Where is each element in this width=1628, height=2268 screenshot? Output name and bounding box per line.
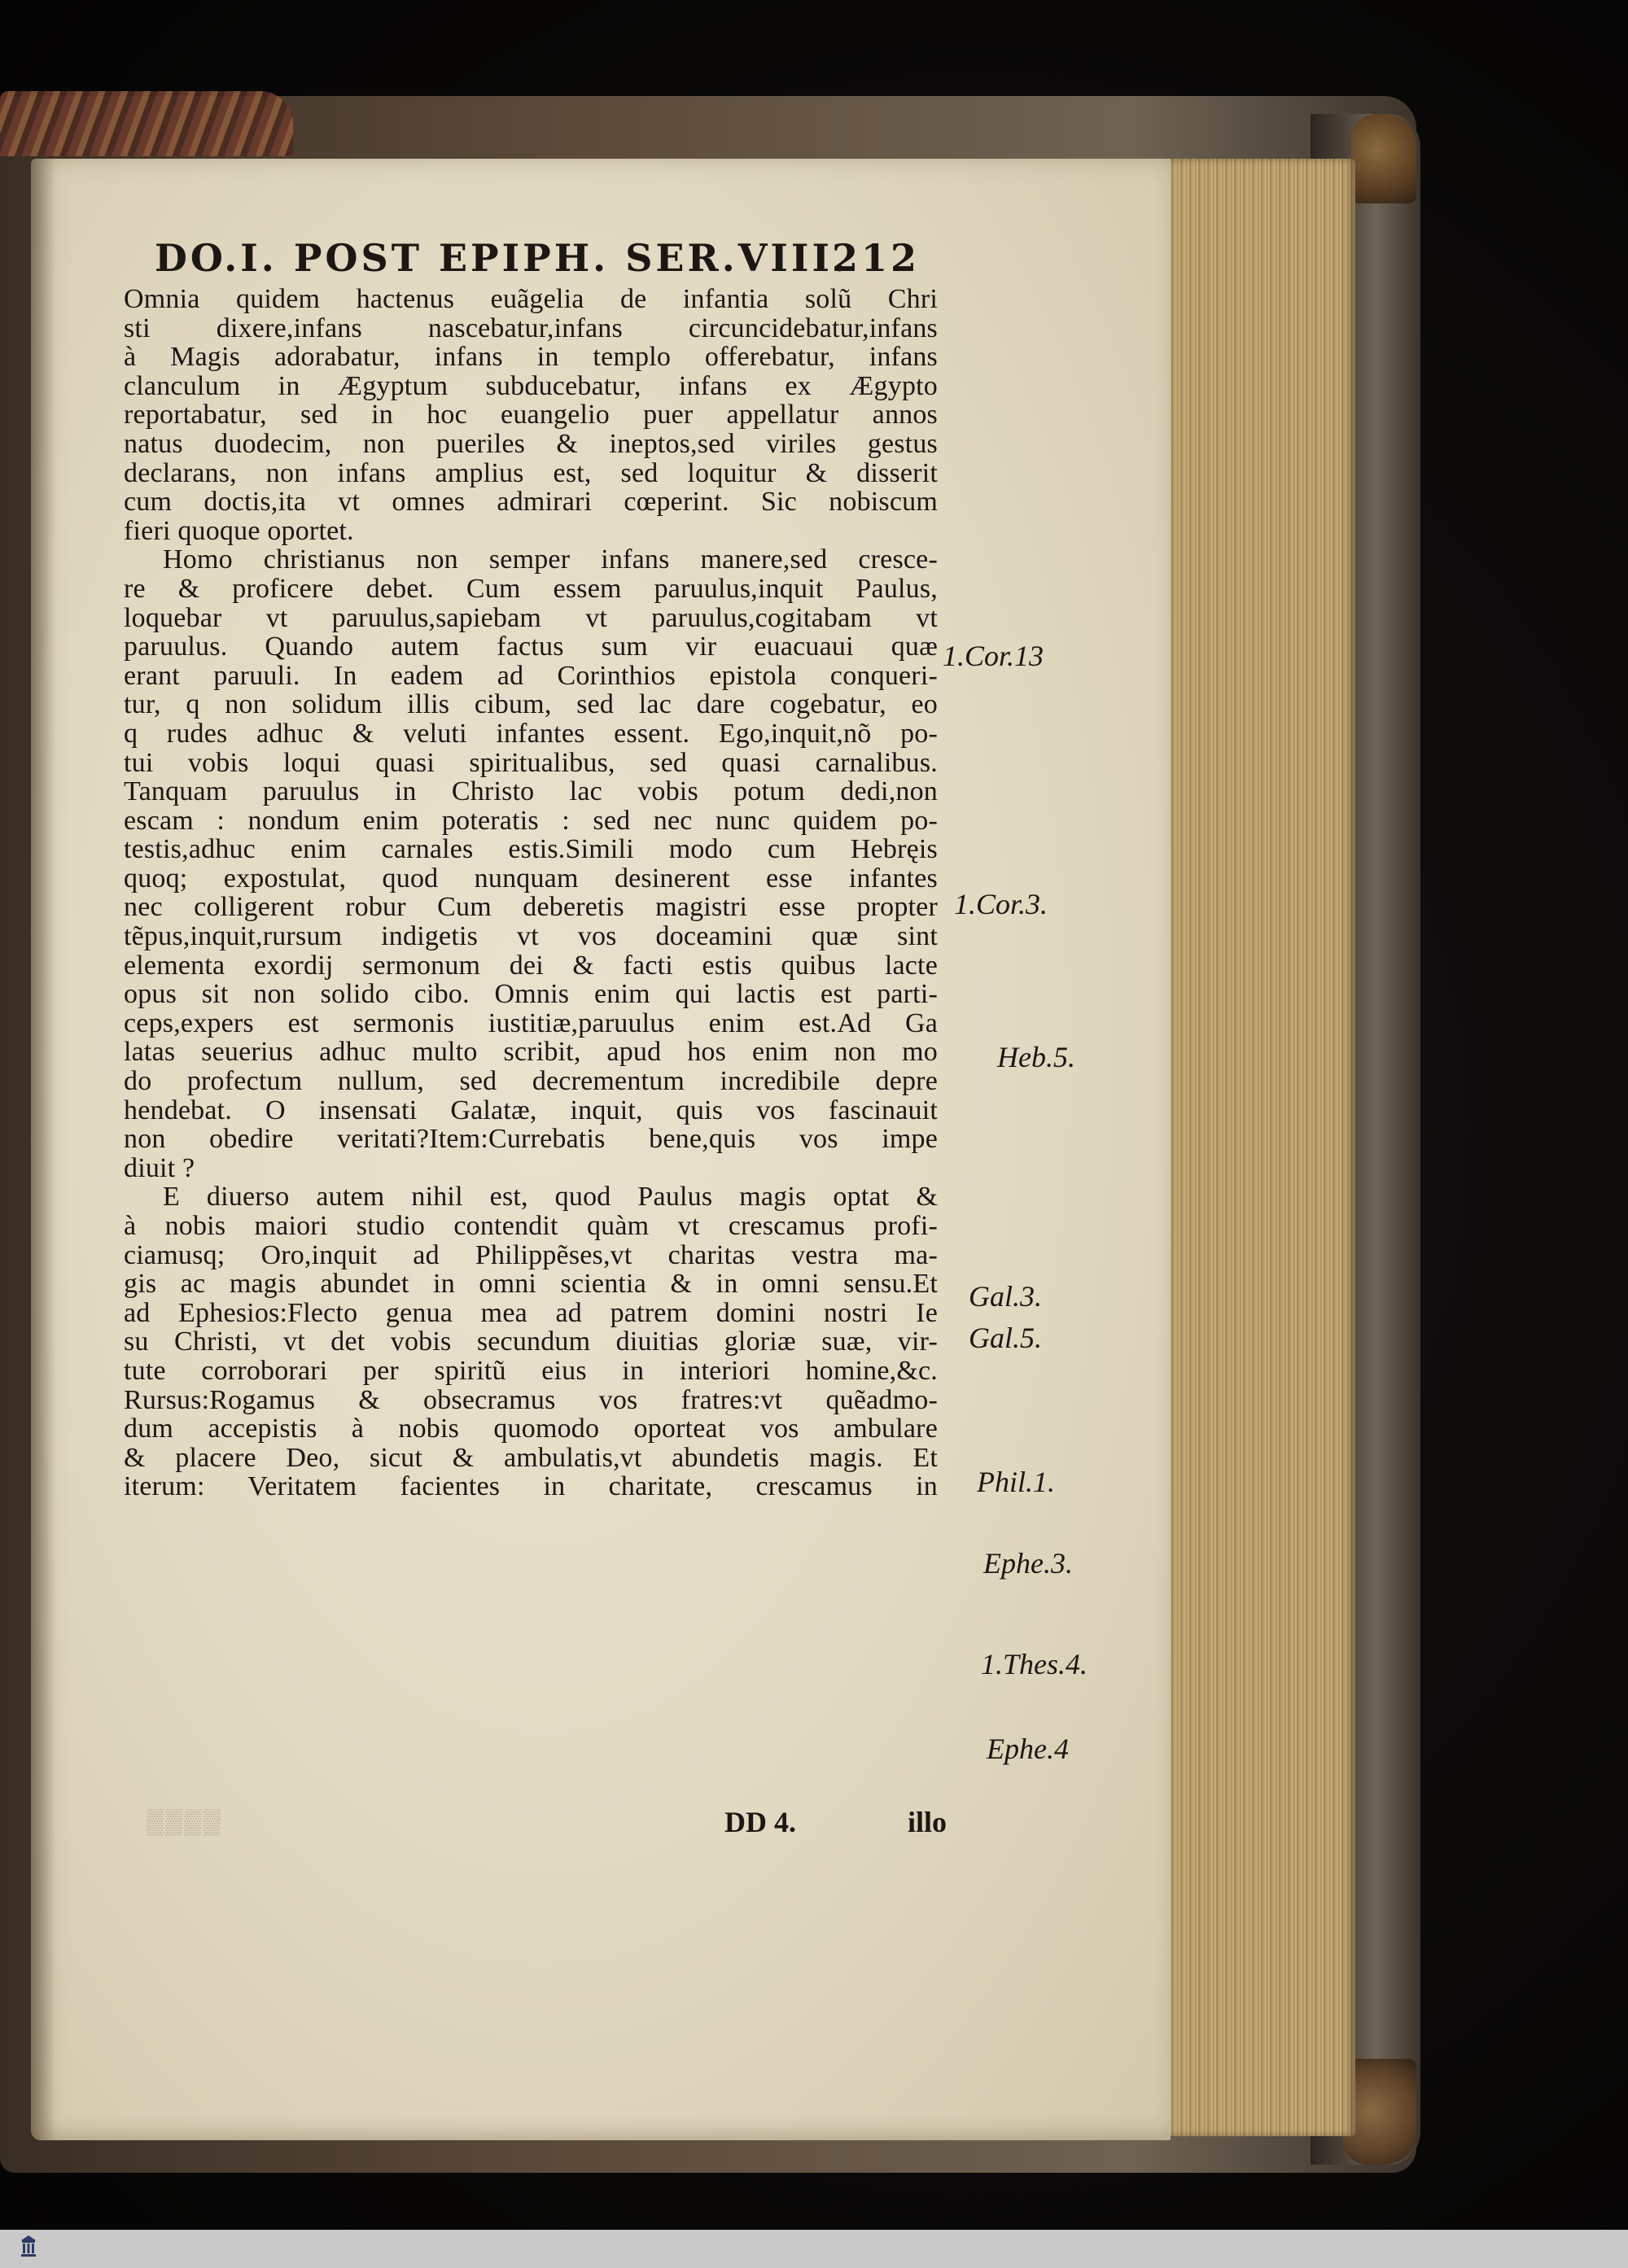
text-line: erant paruuli. In eadem ad Corinthios epistola conqueri- xyxy=(124,660,938,691)
text-line: Tanquam paruulus in Christo lac vobis potum dedi,non xyxy=(124,776,938,807)
margin-note: Phil.1. xyxy=(977,1466,1055,1498)
margin-note: Gal.3. xyxy=(969,1280,1042,1313)
text-line: opus sit non solido cibo. Omnis enim qui lactis est parti- xyxy=(124,979,938,1010)
text-line: escam : nondum enim poteratis : sed nec nunc quidem po- xyxy=(124,805,938,836)
text-line: latas seuerius adhuc multo scribit, apud hos enim non mo xyxy=(124,1037,938,1068)
text-line: natus duodecim, non pueriles & ineptos,sed viriles gestus xyxy=(124,428,938,459)
margin-note: Ephe.4 xyxy=(987,1733,1069,1765)
gutter-shadow xyxy=(31,159,55,2140)
text-line: à Magis adorabatur, infans in templo offerebatur, infans xyxy=(124,342,938,373)
text-line: declarans, non infans amplius est, sed loquitur & disserit xyxy=(124,457,938,488)
text-line: loquebar vt paruulus,sapiebam vt paruulus,cogitabam vt xyxy=(124,602,938,633)
viewer-bottom-bar xyxy=(0,2230,1628,2268)
signature-mark: DD 4. xyxy=(724,1806,796,1838)
page-number: 212 xyxy=(831,236,920,280)
text-line: ceps,expers est sermonis iustitiæ,paruulus enim est.Ad Ga xyxy=(124,1007,938,1038)
margin-note: 1.Cor.13 xyxy=(943,640,1044,672)
text-line: reportabatur, sed in hoc euangelio puer appellatur annos xyxy=(124,400,938,430)
marbled-cover-edge xyxy=(0,91,293,156)
running-head xyxy=(155,236,920,285)
margin-note: 1.Cor.3. xyxy=(954,888,1048,920)
text-line: su Christi, vt det vobis secundum diuitias gloriæ suæ, vir- xyxy=(124,1326,938,1357)
text-line: clanculum in Ægyptum subducebatur, infans ex Ægypto xyxy=(124,370,938,401)
text-line: cum doctis,ita vt omnes admirari cœperint. Sic nobiscum xyxy=(124,487,938,518)
page-fore-edge xyxy=(1156,159,1355,2136)
text-line: Rursus:Rogamus & obsecramus vos fratres:vt quẽadmo- xyxy=(124,1384,938,1415)
text-line: quoq; expostulat, quod nunquam desinerent esse infantes xyxy=(124,863,938,894)
margin-note: Ephe.3. xyxy=(983,1547,1073,1580)
text-line: diuit ? xyxy=(124,1152,195,1183)
board-corner-top xyxy=(1351,114,1416,203)
text-line: ciamusq; Oro,inquit ad Philippẽses,vt charitas vestra ma- xyxy=(124,1239,938,1270)
text-line: re & proficere debet. Cum essem paruulus,inquit Paulus, xyxy=(124,573,938,604)
margin-note: Heb.5. xyxy=(997,1041,1075,1073)
text-line: tui vobis loqui quasi spiritualibus, sed quasi carnalibus. xyxy=(124,747,938,778)
body-text xyxy=(124,285,938,1501)
text-line: & placere Deo, sicut & ambulatis,vt abundetis magis. Et xyxy=(124,1442,938,1473)
text-line: Homo christianus non semper infans manere,sed cresce- xyxy=(163,544,938,575)
text-line: ad Ephesios:Flecto genua mea ad patrem domini nostri Ie xyxy=(124,1297,938,1328)
text-line: paruulus. Quando autem factus sum vir euacuaui quæ xyxy=(124,631,938,662)
text-line: q rudes adhuc & veluti infantes essent. Ego,inquit,nõ po- xyxy=(124,718,938,749)
text-line: gis ac magis abundet in omni scientia & in omni sensu.Et xyxy=(124,1269,938,1300)
text-line: sti dixere,infans nascebatur,infans circuncidebatur,infans xyxy=(124,312,938,343)
text-line: iterum: Veritatem facientes in charitate, crescamus in xyxy=(124,1471,938,1502)
catchword: illo xyxy=(908,1806,947,1838)
text-line: tẽpus,inquit,rursum indigetis vt vos doceamini quæ sint xyxy=(124,921,938,952)
text-line: nec colligerent robur Cum deberetis magistri esse propter xyxy=(124,892,938,923)
text-line: fieri quoque oportet. xyxy=(124,515,354,546)
text-line: do profectum nullum, sed decrementum incredibile depre xyxy=(124,1066,938,1097)
text-line: testis,adhuc enim carnales estis.Simili modo cum Hebręis xyxy=(124,834,938,865)
text-line: tur, q non solidum illis cibum, sed lac dare cogebatur, eo xyxy=(124,689,938,720)
text-line: non obedire veritati?Item:Currebatis bene,quis vos impe xyxy=(124,1124,938,1155)
margin-note: Gal.5. xyxy=(969,1322,1042,1354)
text-line: elementa exordij sermonum dei & facti estis quibus lacte xyxy=(124,950,938,981)
text-line: E diuerso autem nihil est, quod Paulus magis optat & xyxy=(163,1182,938,1213)
library-logo-icon xyxy=(13,2234,44,2265)
text-line: tute corroborari per spiritũ eius in interiori homine,&c. xyxy=(124,1355,938,1386)
margin-note: 1.Thes.4. xyxy=(981,1648,1088,1680)
text-line: dum accepistis à nobis quomodo oporteat vos ambulare xyxy=(124,1414,938,1444)
faded-ink-mark: ▒▒▒▒ xyxy=(147,1808,223,1835)
text-line: Omnia quidem hactenus euãgelia de infantia solũ Chri xyxy=(124,284,938,314)
text-line: hendebat. O insensati Galatæ, inquit, quis vos fascinauit xyxy=(124,1095,938,1125)
text-line: à nobis maiori studio contendit quàm vt crescamus profi- xyxy=(124,1211,938,1241)
running-head-title: DO.I. POST EPIPH. SER.VIII. xyxy=(155,236,849,280)
